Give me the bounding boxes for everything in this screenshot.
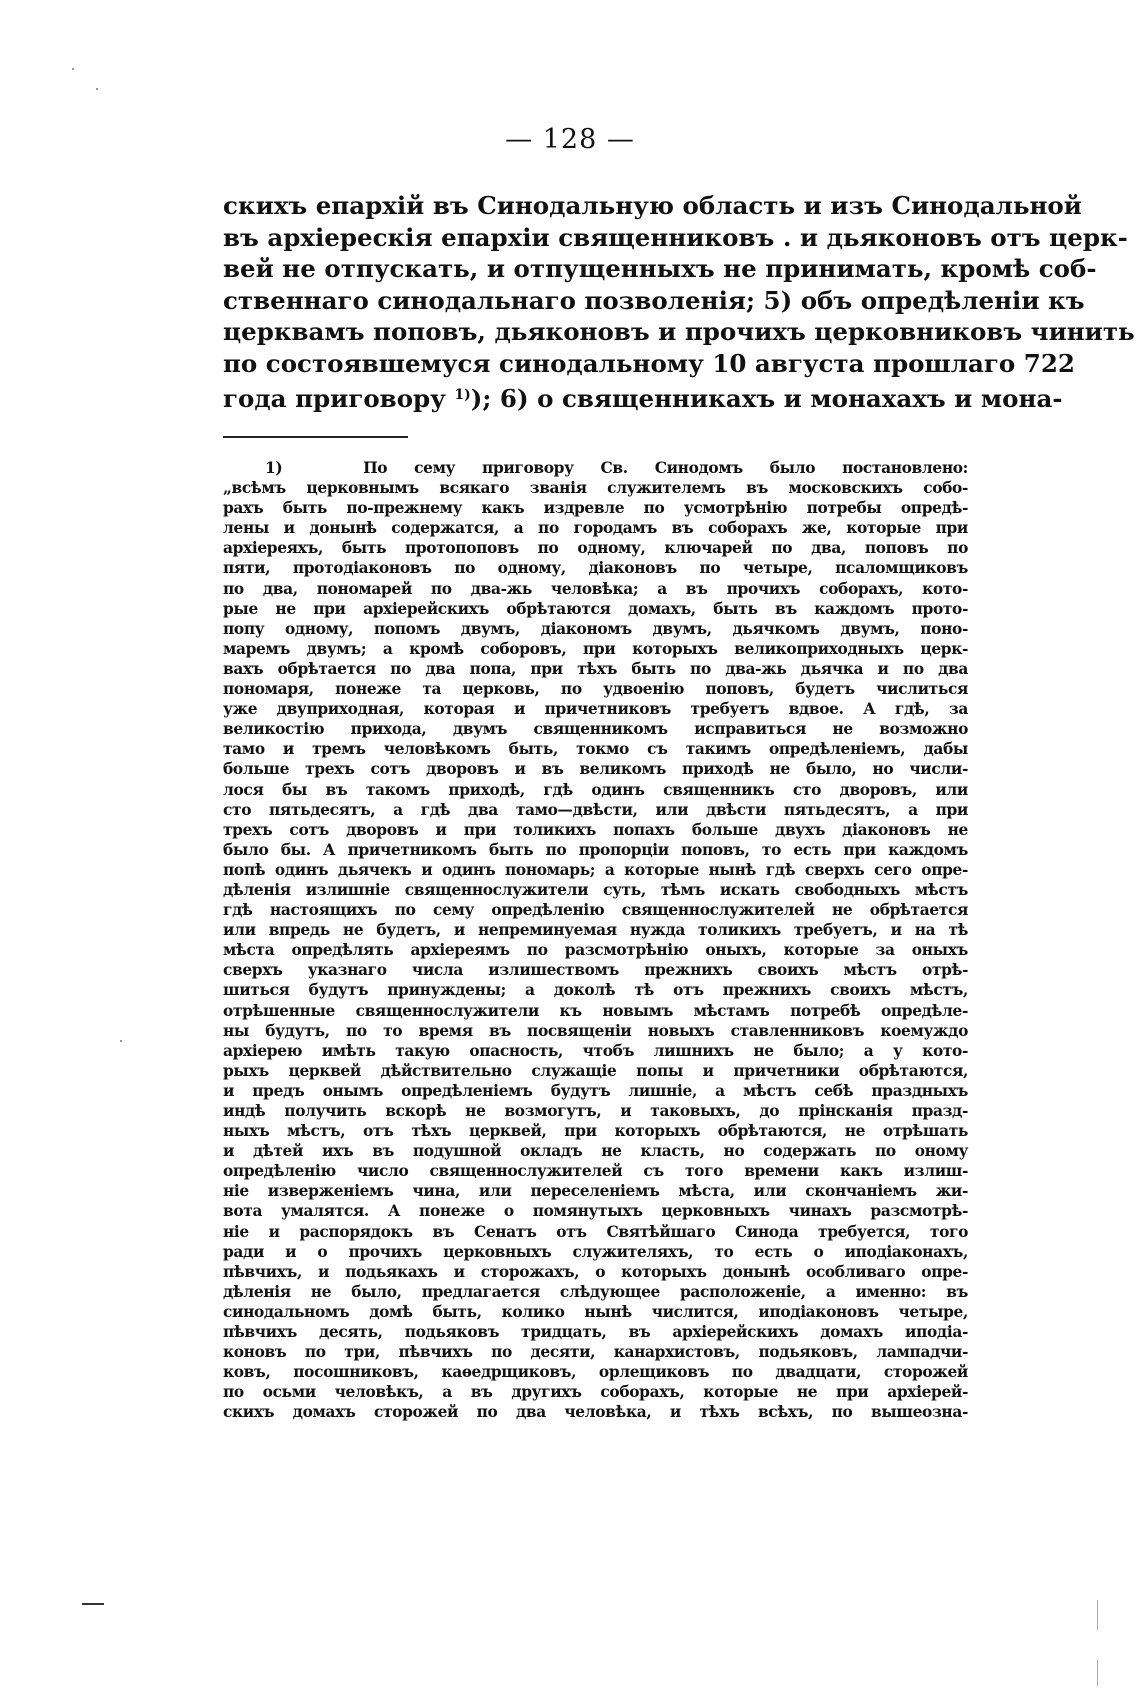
footnote-divider [223,436,408,438]
footnote-line: скихъ домахъ сторожей по два человѣка, и тѣхъ всѣхъ, по вышеозна- [223,1403,968,1422]
footnote-line: вота умалятся. А понеже о помянутыхъ церковныхъ чинахъ разсмотрѣ- [223,1202,968,1221]
footnote-line: мѣста опредѣлять архіереямъ по разсмотрѣнію оныхъ, которые за оныхъ [223,941,968,960]
footnote-line: сто пятьдесятъ, а гдѣ два тамо—двѣсти, или двѣсти пятьдесятъ, а при [223,800,968,819]
footnote-line: синодальномъ домѣ быть, колико нынѣ числится, иподіаконовъ четыре, [223,1302,968,1321]
footnote-line: индѣ получить вскорѣ не возмогутъ, и таковыхъ, до прінсканія празд- [223,1102,968,1120]
scan-artifact-dot [120,1040,122,1042]
footnote-line: рые не при архіерейскихъ обрѣтаются домахъ, быть въ каждомъ прото- [223,599,968,618]
footnote-line: попу одному, попомъ двумъ, діакономъ двумъ, дьячкомъ двумъ, поно- [223,619,968,638]
footnote-line: архіереяхъ, быть протопоповъ по одному, ключарей по два, поповъ по [223,539,968,558]
footnote-block [223,458,968,1443]
footnote-line: пяти, протодіаконовъ по одному, діаконовъ по четыре, псаломщиковъ [223,559,968,578]
footnote-line: пѣвчихъ десять, подьяковъ тридцать, въ архіерейскихъ домахъ иподіа- [223,1323,968,1342]
footnote-reference: 1) [454,386,471,403]
main-text-line: въ архіерескія епархіи священниковъ . и дьяконовъ отъ церк- [223,222,1128,252]
main-text-line: церквамъ поповъ, дьяконовъ и прочихъ церковниковъ чинить [223,317,1135,347]
footnote-line [223,1423,968,1443]
footnote-line: „всѣмъ церковнымъ всякаго званія служителемъ въ московскихъ собо- [223,479,968,498]
main-text-block [223,190,1135,413]
footnote-line: и дѣтей ихъ въ подушной окладъ не класть, но содержать по оному [223,1142,968,1161]
footnote-line: ніе изверженіемъ чина, или переселеніемъ мѣста, или скончаніемъ жи- [223,1182,968,1201]
main-text-line: ственнаго синодальнаго позволенія; 5) объ опредѣленіи къ [223,285,1085,315]
footnote-line: лося бы въ такомъ приходѣ, гдѣ одинъ священникъ сто дворовъ, или [223,780,968,799]
scan-artifact-line [1097,1600,1098,1630]
footnote-line: по два, пономарей по два-жь человѣка; а въ прочихъ соборахъ, кото- [223,579,968,598]
footnote-line: ныхъ мѣстъ, отъ тѣхъ церквей, при которыхъ обрѣтаются, не отрѣшать [223,1122,968,1141]
footnote-line: лены и донынѣ содержатся, а по городамъ въ соборахъ же, которые при [223,519,968,538]
footnote-line: трехъ сотъ дворовъ и при толикихъ попахъ больше двухъ діаконовъ не [223,820,968,839]
main-text-line: по состоявшемуся синодальному 10 августа прошлаго 722 [223,348,1075,378]
footnote-line: больше трехъ сотъ дворовъ и въ великомъ приходѣ не было, но числи- [223,760,968,779]
footnote-line [223,458,968,478]
footnote-line: маремъ двумъ; а кромѣ соборовъ, при которыхъ великоприходныхъ церк- [223,639,968,658]
footnote-line: по осьми человѣкъ, а въ другихъ соборахъ, которые не при архіерей- [223,1383,968,1402]
footnote-marker: 1) [265,459,283,477]
scan-artifact-line [1097,1660,1098,1686]
footnote-line: ны будутъ, по то время въ посвященіи новыхъ ставленниковъ коемуждо [223,1021,968,1040]
footnote-line: великостію прихода, двумъ священникомъ исправиться не возможно [223,720,968,739]
main-text-fragment: года приговору [223,383,446,413]
footnote-line: сверхъ указнаго числа излишествомъ прежнихъ своихъ мѣстъ отрѣ- [223,961,968,980]
footnote-line: или впредь не будетъ, и непреминуемая нужда толикихъ требуетъ, и на тѣ [223,921,968,940]
footnote-line: рыхъ церквей дѣйствительно служащіе попы и причетники обрѣтаются, [223,1061,968,1080]
main-text-line: скихъ епархій въ Синодальную область и изъ Синодальной [223,191,1082,220]
footnote-line: коновъ по три, пѣвчихъ по десяти, канархистовъ, подьяковъ, лампадчи- [223,1343,968,1362]
footnote-line: попѣ одинъ дьячекъ и одинъ пономарь; а которые нынѣ гдѣ сверхъ сего опре- [223,860,968,879]
footnote-line: пономаря, понеже та церковь, по удвоенію поповъ, будетъ числиться [223,680,968,699]
main-text-fragment: ); 6) о священникахъ и монахахъ и мона- [470,383,1063,413]
footnote-line: опредѣленію число священнослужителей съ того времени какъ излиш- [223,1162,968,1181]
scan-artifact-dot [72,68,74,70]
footnote-line: уже двуприходная, которая и причетниковъ требуетъ вдвое. А гдѣ, за [223,700,968,719]
footnote-line: вахъ обрѣтается по два попа, при тѣхъ быть по два-жь дьячка и по два [223,659,968,678]
footnote-line: было бы. А причетникомъ быть по пропорціи поповъ, то есть при каждомъ [223,840,968,859]
footnote-line: дѣленія излишніе священнослужители суть, тѣмъ искать свободныхъ мѣстъ [223,880,968,899]
scan-artifact-mark [82,1603,104,1605]
footnote-line: отрѣшенные священнослужители къ новымъ мѣстамъ потребѣ опредѣле- [223,1001,968,1020]
footnote-line: ковъ, посошниковъ, каѳедрщиковъ, орлещиковъ по двадцати, сторожей [223,1363,968,1382]
footnote-text: По сему приговору Св. Синодомъ было постановлено: [363,459,969,477]
footnote-line: и предъ онымъ опредѣленіемъ будутъ лишніе, а мѣстъ себѣ праздныхъ [223,1081,968,1100]
main-text-line: вей не отпускать, и отпущенныхъ не принимать, кромѣ соб- [223,254,1097,284]
footnote-line: ради и о прочихъ церковныхъ служителяхъ, то есть о иподіаконахъ, [223,1242,968,1261]
footnote-line: гдѣ настоящихъ по сему опредѣленію священнослужителей не обрѣтается [223,901,968,920]
main-text-line [223,380,1063,413]
footnote-line: пѣвчихъ, и подьякахъ и сторожахъ, о которыхъ донынѣ особливаго опре- [223,1262,968,1281]
footnote-line: архіерею имѣть такую опасность, чтобъ лишнихъ не было; а у кото- [223,1041,968,1060]
footnote-line: дѣленія не было, предлагается слѣдующее расположеніе, а именно: въ [223,1282,968,1301]
footnote-line: тамо и тремъ человѣкомъ быть, токмо съ такимъ опредѣленіемъ, дабы [223,740,968,759]
footnote-line: шиться будутъ принуждены; а доколѣ тѣ отъ прежнихъ своихъ мѣстъ, [223,981,968,1000]
page-number: — 128 — [505,124,635,155]
footnote-line: рахъ быть по-прежнему какъ издревле по усмотрѣнію потребы опредѣ- [223,499,968,518]
scan-artifact-dot [96,88,98,90]
footnote-line: ніе и распорядокъ въ Сенатъ отъ Святѣйшаго Синода требуется, того [223,1222,968,1241]
